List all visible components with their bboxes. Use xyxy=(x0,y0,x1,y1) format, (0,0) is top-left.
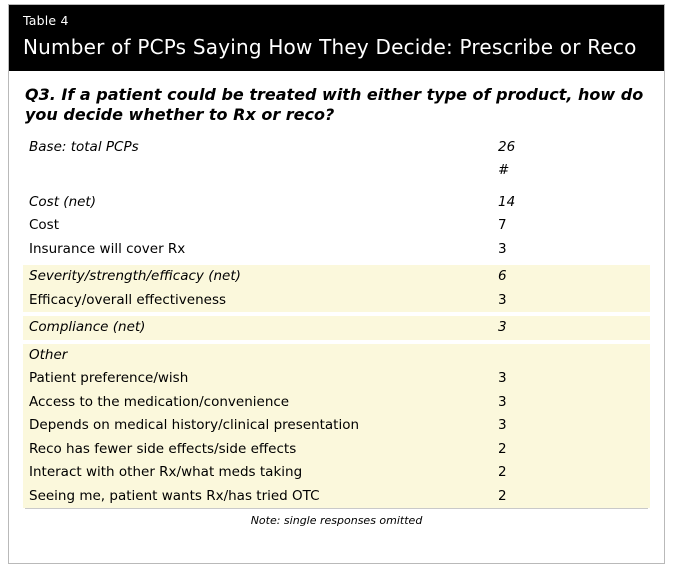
row-label: Patient preference/wish xyxy=(29,370,189,387)
row-value: 2 xyxy=(498,487,507,504)
row-value: 2 xyxy=(498,464,507,481)
table-body xyxy=(9,136,664,509)
row-label: Base: total PCPs xyxy=(29,138,139,155)
table-row xyxy=(23,136,650,160)
row-label: Insurance will cover Rx xyxy=(29,240,186,257)
row-value: 7 xyxy=(498,217,507,234)
row-label: Other xyxy=(29,346,68,363)
table-row xyxy=(23,414,650,438)
table-row xyxy=(23,485,650,509)
table-row xyxy=(23,461,650,485)
row-label: Access to the medication/convenience xyxy=(29,393,290,410)
table-row xyxy=(23,238,650,262)
row-value: 6 xyxy=(498,268,507,285)
table-row xyxy=(23,438,650,462)
row-value: 3 xyxy=(498,393,507,410)
table-row xyxy=(23,214,650,238)
row-value: 3 xyxy=(498,240,507,257)
row-value-unit: # xyxy=(498,162,510,179)
row-label: Seeing me, patient wants Rx/has tried OTC xyxy=(29,487,320,504)
row-label: Interact with other Rx/what meds taking xyxy=(29,464,303,481)
row-label: Cost xyxy=(29,217,60,234)
table-row xyxy=(23,344,650,368)
row-label: Compliance (net) xyxy=(29,319,146,336)
table-number: Table 4 xyxy=(23,13,69,28)
row-value: 14 xyxy=(498,193,516,210)
table-row xyxy=(23,316,650,340)
row-value: 3 xyxy=(498,291,507,308)
table-row xyxy=(23,289,650,313)
row-label: Depends on medical history/clinical presentation xyxy=(29,417,360,434)
spacer xyxy=(23,183,650,191)
question-text: Q3. If a patient could be treated with either type of product, how do you decide whether to Rx or reco? xyxy=(9,71,664,136)
group-cost xyxy=(23,191,650,262)
row-value: 26 xyxy=(498,138,516,155)
row-label: Reco has fewer side effects/side effects xyxy=(29,440,297,457)
row-label: Severity/strength/efficacy (net) xyxy=(29,268,241,285)
table-row xyxy=(23,391,650,415)
group-severity xyxy=(23,265,650,312)
base-group xyxy=(23,136,650,183)
table-row xyxy=(23,367,650,391)
table-title: Number of PCPs Saying How They Decide: Prescribe or Reco xyxy=(23,35,637,59)
row-value: 2 xyxy=(498,440,507,457)
row-label: Efficacy/overall effectiveness xyxy=(29,291,227,308)
group-other xyxy=(23,344,650,509)
table-card xyxy=(8,4,665,564)
row-value: 3 xyxy=(498,370,507,387)
table-header xyxy=(9,5,664,71)
footnote: Note: single responses omitted xyxy=(250,514,423,528)
row-label: Cost (net) xyxy=(29,193,96,210)
group-compliance xyxy=(23,316,650,340)
table-row xyxy=(23,191,650,215)
table-row xyxy=(23,265,650,289)
row-value: 3 xyxy=(498,319,507,336)
row-value: 3 xyxy=(498,417,507,434)
table-row-unit xyxy=(23,159,650,183)
